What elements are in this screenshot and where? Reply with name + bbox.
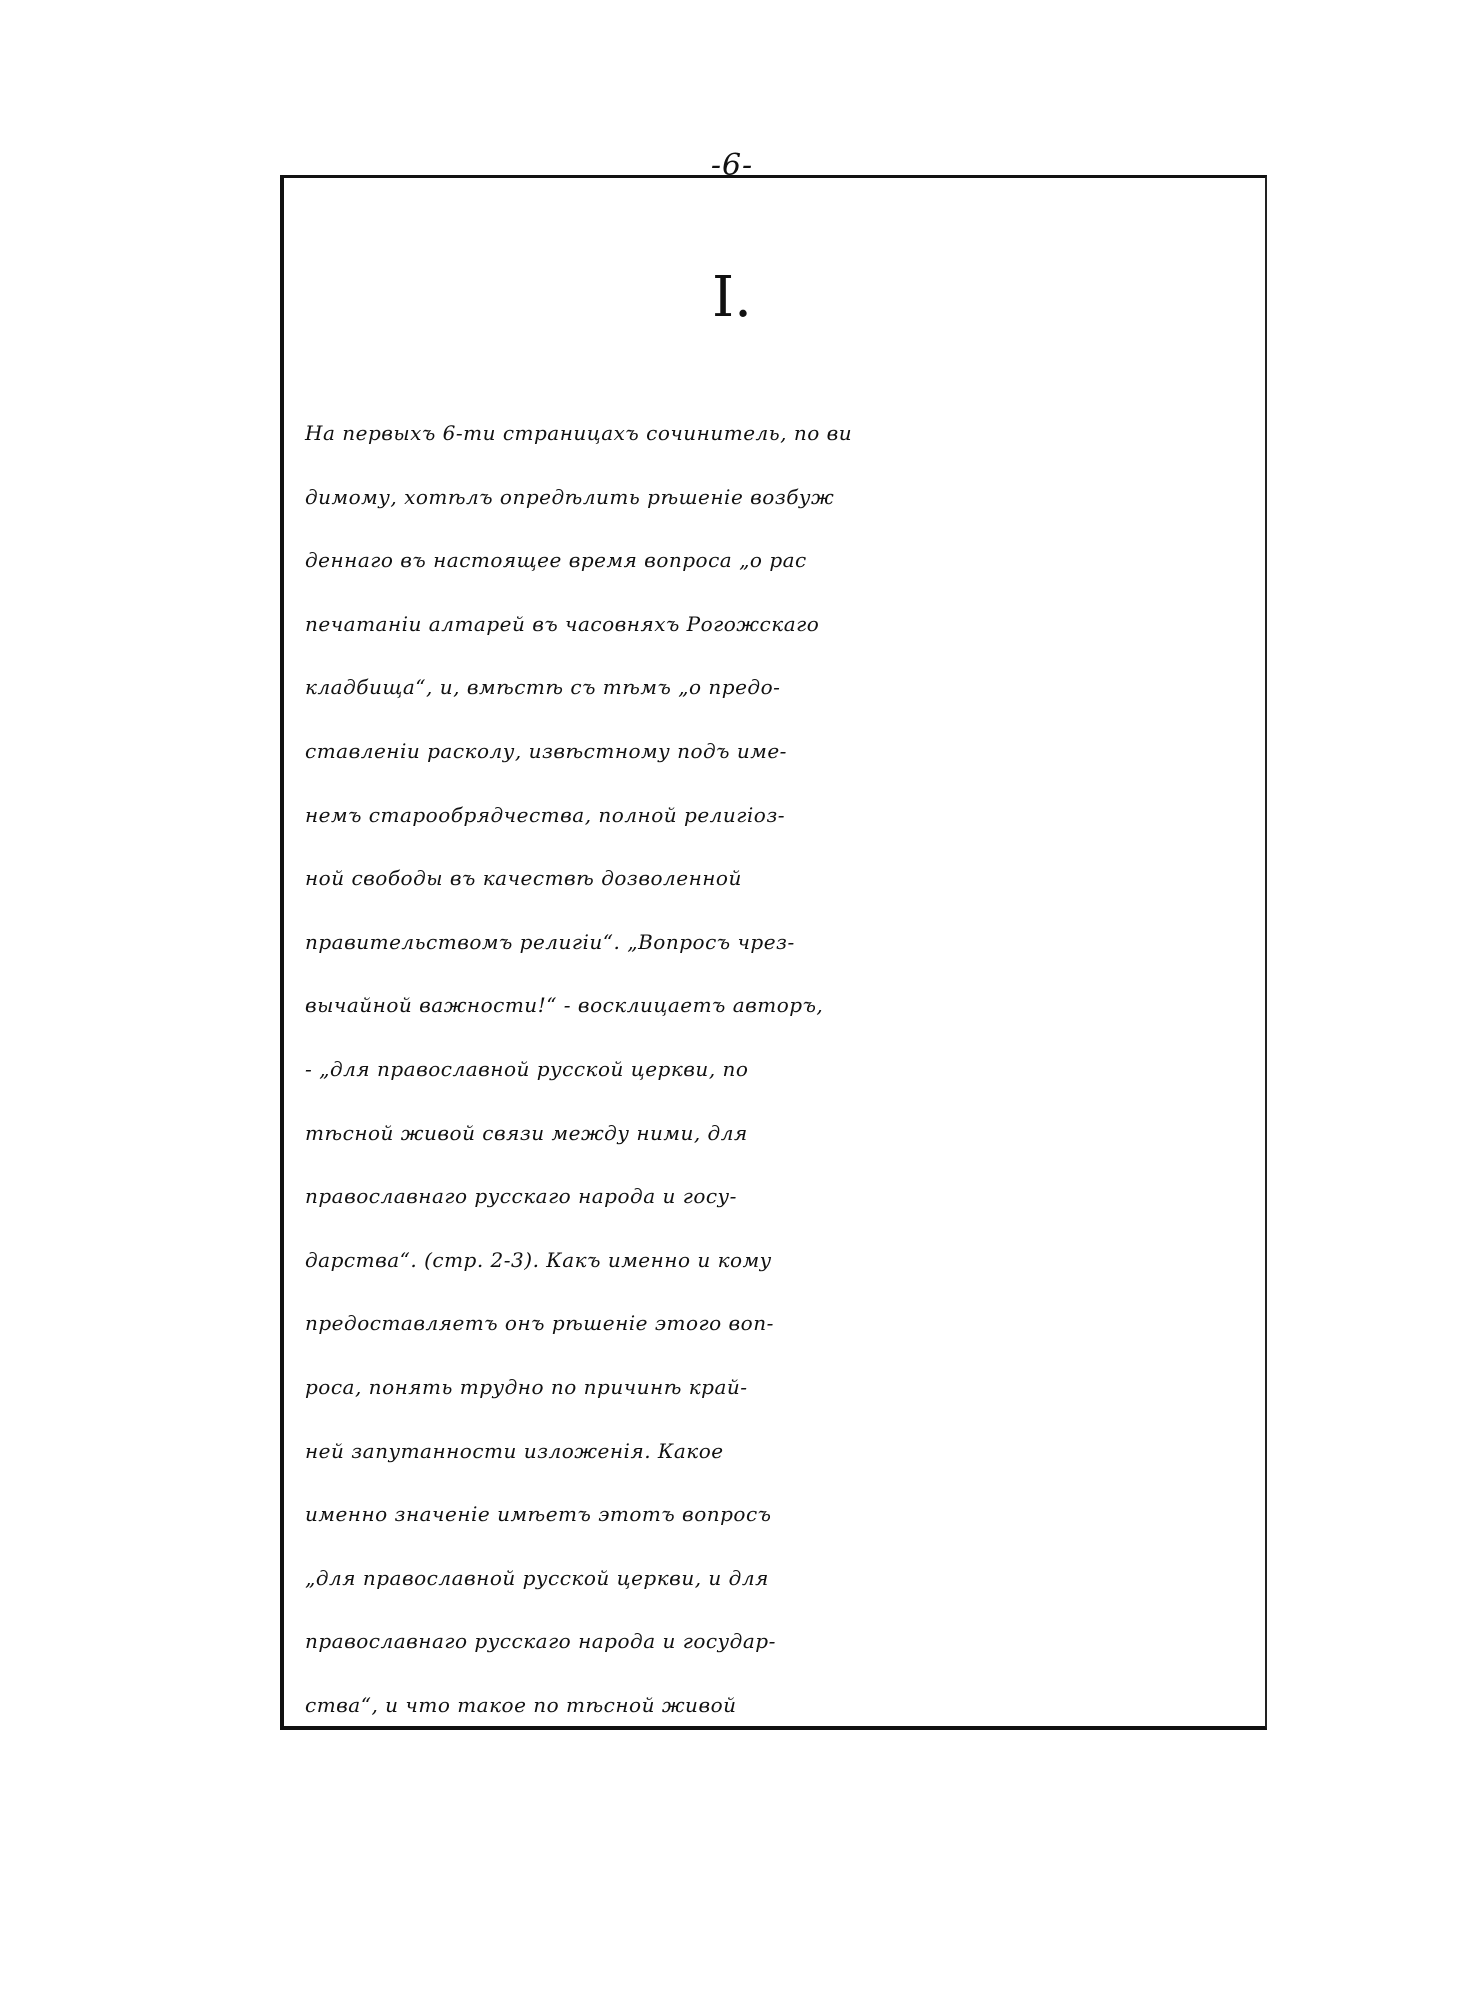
text-line-21: ства“, и что такое по тѣсной живой	[305, 1692, 737, 1717]
text-line-16: роса, понять трудно по причинѣ край-	[305, 1374, 748, 1399]
text-line-20: православнаго русскаго народа и государ-	[305, 1629, 776, 1654]
text-line-18: именно значеніе имѣетъ этотъ вопросъ	[305, 1502, 772, 1527]
text-line-1: На первыхъ 6-ти страницахъ сочинитель, по ви	[305, 421, 853, 445]
manuscript-text	[305, 402, 1265, 1737]
text-line-11: - „для православной русской церкви, по	[305, 1056, 749, 1081]
text-line-17: ней запутанности изложенія. Какое	[305, 1438, 724, 1463]
text-line-15: предоставляетъ онъ рѣшеніе этого воп-	[305, 1311, 774, 1336]
text-line-3: деннаго въ настоящее время вопроса „о рас	[305, 548, 807, 573]
text-line-19: „для православной русской церкви, и для	[305, 1565, 769, 1590]
text-line-7: немъ старообрядчества, полной религіоз-	[305, 802, 785, 827]
text-line-5: кладбища“, и, вмѣстѣ съ тѣмъ „о предо-	[305, 675, 781, 700]
page-number: -6-	[710, 148, 754, 183]
text-line-12: тѣсной живой связи между ними, для	[305, 1120, 748, 1145]
text-line-2: димому, хотѣлъ опредѣлить рѣшеніе возбуж	[305, 484, 835, 509]
text-line-4: печатаніи алтарей въ часовняхъ Рогожскаго	[305, 611, 820, 636]
text-line-14: дарства“. (стр. 2-3). Какъ именно и кому	[305, 1247, 772, 1272]
section-heading: I.	[712, 265, 752, 330]
text-line-10: вычайной важности!“ - восклицаетъ авторъ,	[305, 993, 824, 1018]
text-line-6: ставленіи расколу, извѣстному подъ име-	[305, 738, 787, 763]
text-line-9: правительствомъ религіи“. „Вопросъ чрез-	[305, 929, 795, 954]
text-line-13: православнаго русскаго народа и госу-	[305, 1184, 737, 1209]
text-line-8: ной свободы въ качествѣ дозволенной	[305, 866, 742, 891]
